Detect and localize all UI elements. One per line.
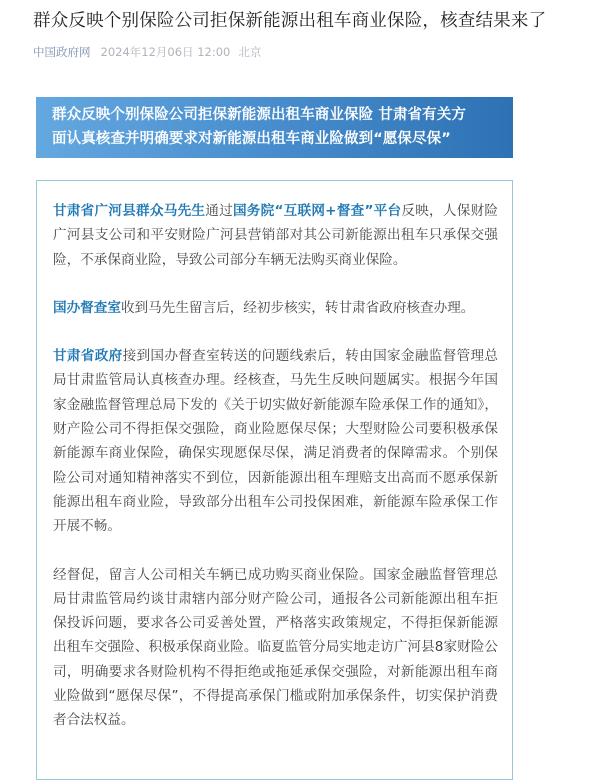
article-content-box — [36, 180, 513, 780]
article-title: 群众反映个别保险公司拒保新能源出租车商业保险，核查结果来了 — [33, 11, 547, 31]
paragraph-4 — [53, 563, 498, 733]
source-link[interactable]: 中国政府网 — [33, 45, 91, 59]
highlight-platform: 国务院“互联网+督查”平台 — [232, 203, 402, 219]
paragraph-1 — [53, 199, 498, 272]
highlight-office: 国办督查室 — [53, 299, 121, 316]
paragraph-text: 接到国办督查室转送的问题线索后，转由国家金融监督管理总局甘肃监管局认真核查办理。经核查，马先生反映问题属实。根据今年国家金融监督管理总局下发的《关于切实做好新能源车险承保工作的通知》，财产险公司不得拒保交强险，商业险愿保尽保；大型财险公司要积极承保新能源车商业保险，确保实现愿保尽保，满足消费者的保障需求。个别保险公司对通知精神落实不到位，因新能源出租车理赔支出高而不愿承保新能源出租车商业险，导致部分出租车公司投保困难，新能源车险承保工作开展不畅。 — [53, 348, 499, 535]
paragraph-text: 收到马先生留言后，经初步核实，转甘肃省政府核查办理。 — [120, 299, 475, 316]
paragraph-3 — [53, 344, 498, 538]
paragraph-text: 反映，人保财险广河县支公司和平安财险广河县营销部对其公司新能源出租车只承保交强险，不承保商业险，导致公司部分车辆无法购买商业保险。 — [53, 203, 499, 268]
paragraph-text: 经督促，留言人公司相关车辆已成功购买商业保险。国家金融监督管理总局甘肃监管局约谈甘肃辖内部分财产险公司，通报各公司新能源出租车拒保投诉问题，要求各公司妥善处置，严格落实政策规定，不得拒保新能源出租车交强险、积极承保商业险。临夏监管分局实地走访广河县8家财险公司，明确要求各财险机构不得拒绝或拖延承保交强险，对新能源出租车商业险做到“愿保尽保”，不得提高承保门槛或附加承保条件，切实保护消费者合法权益。 — [53, 566, 498, 729]
banner-line-2: 面认真核查并明确要求对新能源出租车商业险做到“愿保尽保” — [52, 131, 451, 147]
headline-banner — [36, 97, 513, 158]
paragraph-text: 通过 — [205, 203, 233, 219]
paragraph-2 — [53, 296, 498, 320]
highlight-reporter: 甘肃省广河县群众马先生 — [53, 203, 206, 219]
publish-date: 2024年12月06日 12:00 — [100, 45, 231, 59]
highlight-government: 甘肃省政府 — [53, 348, 123, 365]
location: 北京 — [238, 45, 262, 59]
article-meta — [33, 44, 261, 60]
banner-line-1: 群众反映个别保险公司拒保新能源出租车商业保险 甘肃省有关方 — [52, 107, 466, 123]
